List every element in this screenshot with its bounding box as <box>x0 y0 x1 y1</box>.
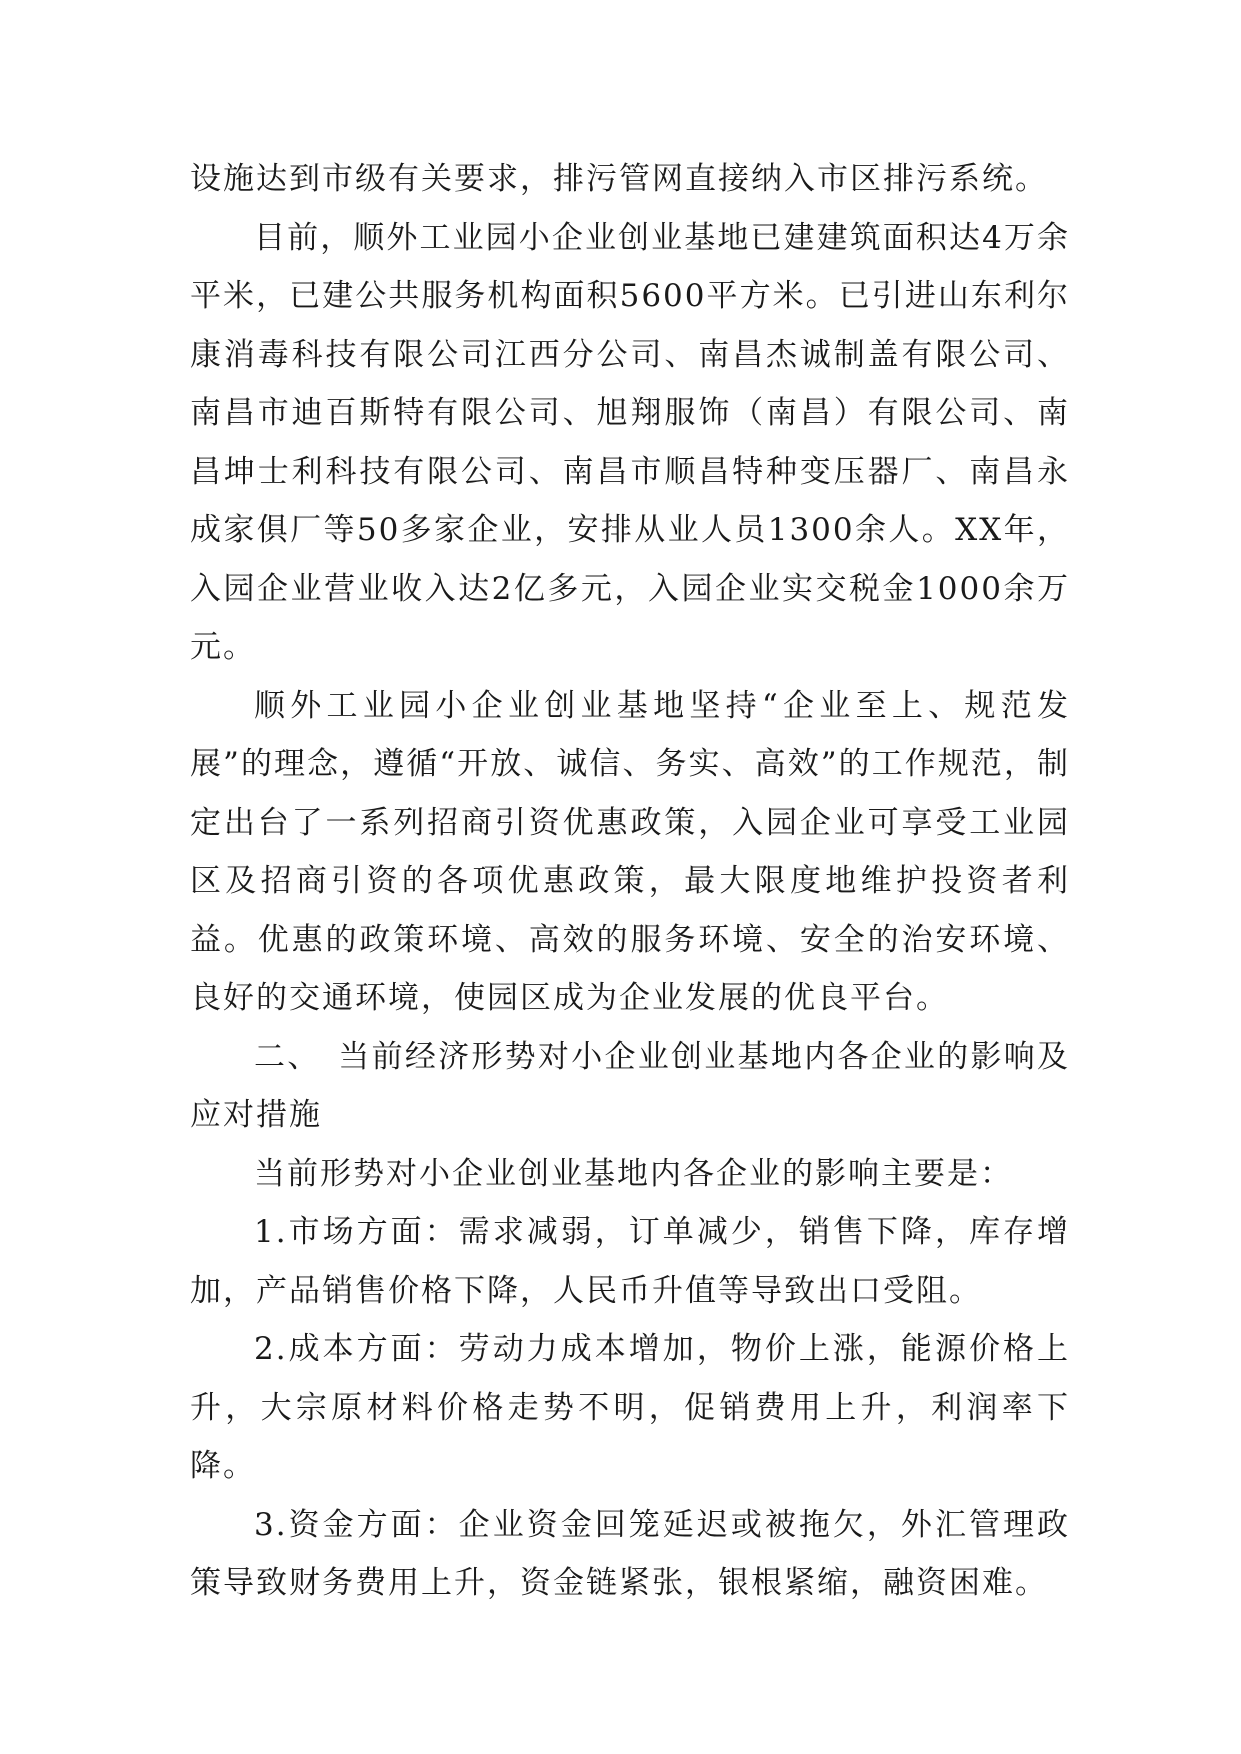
list-item-cost: 2.成本方面：劳动力成本增加，物价上涨，能源价格上升，大宗原材料价格走势不明，促销费用上升，利润率下降。 <box>190 1331 1070 1484</box>
paragraph-park-overview: 目前，顺外工业园小企业创业基地已建建筑面积达4万余平米，已建公共服务机构面积5600平方米。已引进山东利尔康消毒科技有限公司江西分公司、南昌杰诚制盖有限公司、南昌市迪百斯特有限公司、旭翔服饰（南昌）有限公司、南昌坤士利科技有限公司、南昌市顺昌特种变压器厂、南昌永成家俱厂等50多家企业，安排从业人员1300余人。XX年，入园企业营业收入达2亿多元，入园企业实交税金1000余万元。 <box>190 219 1070 665</box>
paragraph-park-philosophy: 顺外工业园小企业创业基地坚持“企业至上、规范发展”的理念，遵循“开放、诚信、务实、高效”的工作规范，制定出台了一系列招商引资优惠政策，入园企业可享受工业园区及招商引资的各项优惠政策，最大限度地维护投资者利益。优惠的政策环境、高效的服务环境、安全的治安环境、良好的交通环境，使园区成为企业发展的优良平台。 <box>190 687 1070 1016</box>
section-heading-2: 二、 当前经济形势对小企业创业基地内各企业的影响及应对措施 <box>190 1038 1070 1133</box>
document-body <box>190 150 1070 1613</box>
paragraph-impact-intro: 当前形势对小企业创业基地内各企业的影响主要是： <box>254 1155 1013 1192</box>
paragraph-continuation: 设施达到市级有关要求，排污管网直接纳入市区排污系统。 <box>190 161 1048 197</box>
list-item-capital: 3.资金方面：企业资金回笼延迟或被拖欠，外汇管理政策导致财务费用上升，资金链紧张，银根紧缩，融资困难。 <box>190 1506 1070 1601</box>
list-item-market: 1.市场方面：需求减弱，订单减少，销售下降，库存增加，产品销售价格下降，人民币升值等导致出口受阻。 <box>190 1214 1070 1309</box>
